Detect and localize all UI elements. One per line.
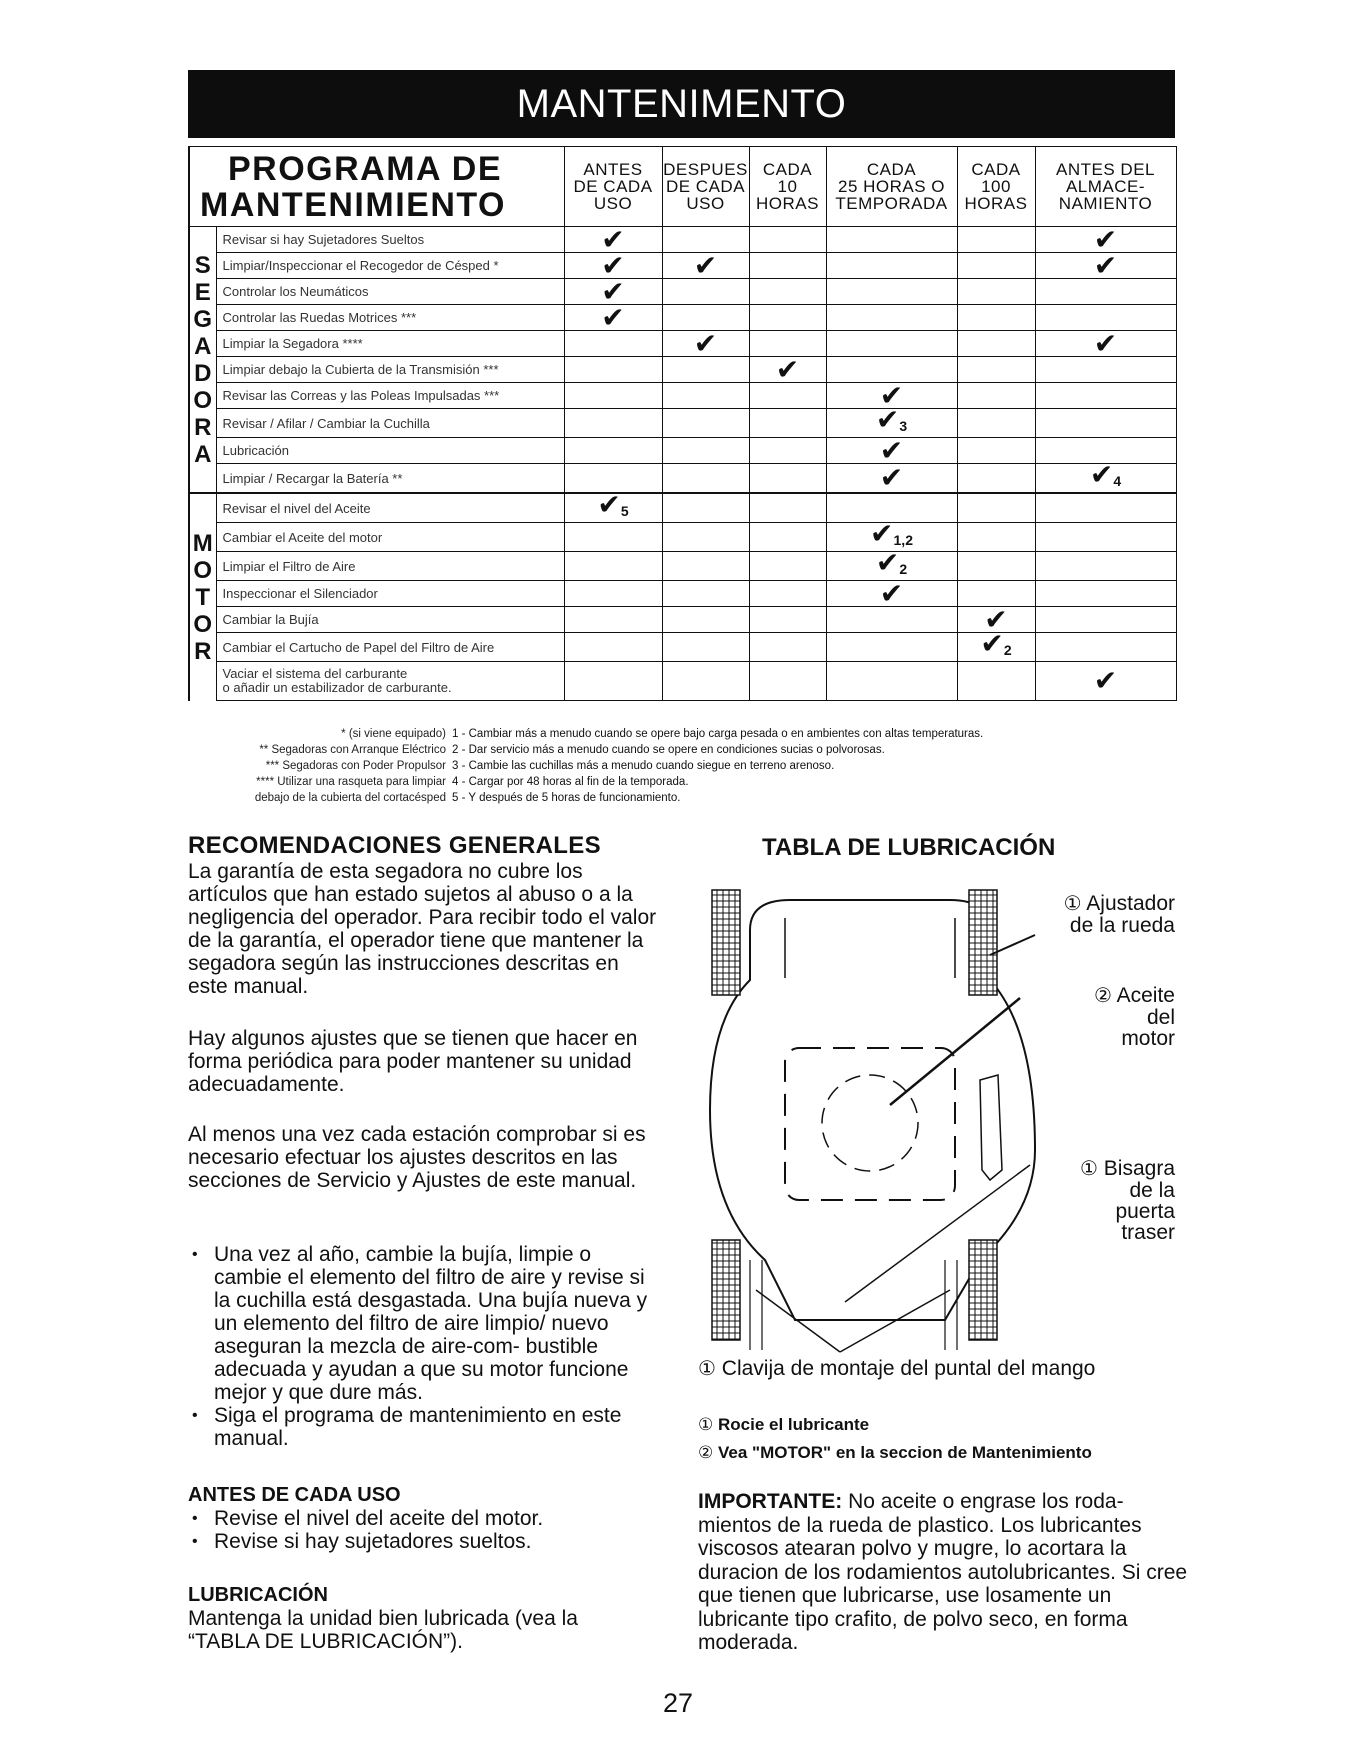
column-header-25-horas: [826, 147, 957, 227]
segadora-vertical-label: S E G A D O R A: [189, 227, 216, 494]
table-row: [189, 409, 1176, 438]
empty-cell: [957, 279, 1035, 305]
empty-cell: [749, 633, 826, 662]
check-mark-icon: ✔: [826, 383, 957, 409]
footnote-line: *** Segadoras con Poder Propulsor: [265, 760, 446, 772]
check-mark-icon: ✔: [1035, 253, 1176, 279]
empty-cell: [1035, 383, 1176, 409]
column-header-10-horas: [749, 147, 826, 227]
empty-cell: [826, 662, 957, 701]
check-mark-icon: ✔: [957, 607, 1035, 633]
column-header-line: DE CADA: [665, 177, 746, 196]
check-mark-icon: ✔: [826, 581, 957, 607]
empty-cell: [957, 464, 1035, 494]
empty-cell: [957, 438, 1035, 464]
engine-outline: [785, 1048, 955, 1200]
column-header-line: TEMPORADA: [835, 194, 948, 213]
task-label: Revisar el nivel del Aceite: [216, 493, 564, 523]
check-mark-icon: ✔: [826, 464, 957, 494]
empty-cell: [662, 493, 749, 523]
footnote-line: 3 - Cambie las cuchillas más a menudo cuando siegue en terreno arenoso.: [452, 760, 835, 772]
empty-cell: [1035, 357, 1176, 383]
maintenance-schedule-table: [188, 146, 1177, 701]
table-row: [189, 279, 1176, 305]
legend-item-2: ② Vea "MOTOR" en la seccion de Mantenimiento: [698, 1443, 1092, 1462]
importante-paragraph: [698, 1490, 1188, 1655]
rear-left-wheel: [712, 1240, 740, 1340]
empty-cell: [957, 357, 1035, 383]
check-mark-icon: ✔: [1035, 331, 1176, 357]
empty-cell: [957, 331, 1035, 357]
check-mark-icon: ✔: [564, 279, 662, 305]
check-mark-icon: ✔: [564, 253, 662, 279]
circled-two-icon: ②: [698, 1443, 714, 1462]
column-header-line: CADA: [971, 160, 1021, 179]
check-mark-icon: ✔: [1035, 662, 1176, 701]
empty-cell: [826, 227, 957, 253]
recomendaciones-paragraph-3: Al menos una vez cada estación comprobar si es necesario efectuar los ajustes descritos en las secciones de Servicio y Ajustes de este manual.: [188, 1123, 646, 1192]
empty-cell: [749, 383, 826, 409]
table-row: [189, 305, 1176, 331]
column-header-line: DE CADA: [573, 177, 653, 196]
check-mark-icon: ✔1,2: [826, 523, 957, 552]
column-header-line: NAMIENTO: [1058, 194, 1153, 213]
empty-cell: [957, 383, 1035, 409]
footnote-line: 1 - Cambiar más a menudo cuando se opere bajo carga pesada o en ambientes con altas temperaturas.: [452, 728, 984, 740]
check-mark-icon: ✔2: [826, 552, 957, 581]
bullet-item: • Revise si hay sujetadores sueltos.: [188, 1530, 658, 1553]
column-header-line: HORAS: [756, 194, 819, 213]
empty-cell: [749, 253, 826, 279]
page-number: 27: [663, 1688, 694, 1718]
antes-de-cada-uso-heading: ANTES DE CADA USO: [188, 1484, 401, 1506]
check-mark-icon: ✔3: [826, 409, 957, 438]
empty-cell: [749, 227, 826, 253]
task-label: Revisar las Correas y las Poleas Impulsadas ***: [216, 383, 564, 409]
empty-cell: [826, 279, 957, 305]
empty-cell: [826, 633, 957, 662]
task-label: Cambiar el Cartucho de Papel del Filtro de Aire: [216, 633, 564, 662]
circled-one-icon: ①: [1080, 1158, 1098, 1180]
check-mark-icon: ✔4: [1035, 464, 1176, 494]
table-row: [189, 383, 1176, 409]
empty-cell: [662, 464, 749, 494]
motor-section: [189, 489, 1176, 701]
check-mark-icon: ✔: [749, 357, 826, 383]
column-header-despues-uso: [662, 147, 749, 227]
empty-cell: [749, 523, 826, 552]
task-label: Limpiar el Filtro de Aire: [216, 552, 564, 581]
lubrication-diagram: [690, 880, 1210, 1360]
task-label: Cambiar la Bujía: [216, 607, 564, 633]
lubricacion-text: Mantenga la unidad bien lubricada (vea la “TABLA DE LUBRICACIÓN”).: [188, 1607, 578, 1653]
check-mark-icon: ✔: [662, 331, 749, 357]
empty-cell: [1035, 552, 1176, 581]
empty-cell: [1035, 607, 1176, 633]
empty-cell: [957, 662, 1035, 701]
empty-cell: [662, 383, 749, 409]
column-header-line: 10: [777, 177, 798, 196]
recomendaciones-bullets: [188, 1243, 663, 1450]
recomendaciones-heading: RECOMENDACIONES GENERALES: [188, 832, 601, 859]
engine-center-outline: [822, 1075, 918, 1171]
empty-cell: [826, 607, 957, 633]
empty-cell: [1035, 523, 1176, 552]
segadora-section: [189, 223, 1176, 494]
footnote-line: ** Segadoras con Arranque Eléctrico: [259, 744, 446, 756]
task-label: Controlar los Neumáticos: [216, 279, 564, 305]
empty-cell: [1035, 493, 1176, 523]
column-header-line: 25 HORAS O: [837, 177, 946, 196]
column-header-line: ALMACE-: [1065, 177, 1146, 196]
empty-cell: [564, 633, 662, 662]
column-header-line: HORAS: [964, 194, 1028, 213]
check-mark-icon: ✔5: [564, 493, 662, 523]
table-row: [189, 357, 1176, 383]
task-label: Controlar las Ruedas Motrices ***: [216, 305, 564, 331]
bullet-item: • Revise el nivel del aceite del motor.: [188, 1507, 658, 1530]
importante-label: IMPORTANTE:: [698, 1490, 843, 1513]
empty-cell: [957, 523, 1035, 552]
empty-cell: [662, 357, 749, 383]
tabla-lubricacion-heading: TABLA DE LUBRICACIÓN: [762, 834, 1056, 861]
empty-cell: [749, 607, 826, 633]
circled-one-icon: ①: [1063, 893, 1082, 915]
empty-cell: [749, 464, 826, 494]
column-header-line: USO: [593, 194, 633, 213]
antes-de-cada-uso-bullets: [188, 1507, 658, 1553]
table-row: [189, 607, 1176, 633]
empty-cell: [957, 409, 1035, 438]
empty-cell: [1035, 633, 1176, 662]
empty-cell: [564, 552, 662, 581]
footnote-line: 5 - Y después de 5 horas de funcionamiento.: [452, 792, 681, 804]
task-label: Vaciar el sistema del carburante o añadir un estabilizador de carburante.: [216, 662, 564, 701]
task-label: Limpiar/Inspeccionar el Recogedor de Césped *: [216, 253, 564, 279]
table-row: [189, 523, 1176, 552]
column-header-line: CADA: [762, 160, 813, 179]
empty-cell: [662, 581, 749, 607]
table-row: [189, 227, 1176, 253]
empty-cell: [662, 552, 749, 581]
check-mark-icon: ✔: [826, 438, 957, 464]
column-header-line: CADA: [866, 160, 917, 179]
task-label: Inspeccionar el Silenciador: [216, 581, 564, 607]
table-header-row: [189, 147, 1176, 227]
table-row: [189, 662, 1176, 701]
empty-cell: [1035, 409, 1176, 438]
label-bisagra: ① Bisagra de la puerta traser: [1080, 1157, 1175, 1244]
front-left-wheel: [712, 890, 740, 995]
footnote-line: 2 - Dar servicio más a menudo cuando se opere en condiciones sucias o polvorosas.: [452, 744, 885, 756]
empty-cell: [957, 493, 1035, 523]
table-row: [189, 633, 1176, 662]
empty-cell: [1035, 581, 1176, 607]
footnote-line: debajo de la cubierta del cortacésped: [254, 792, 446, 804]
empty-cell: [749, 552, 826, 581]
task-label: Cambiar el Aceite del motor: [216, 523, 564, 552]
mower-front-cutout: [785, 918, 955, 978]
empty-cell: [826, 305, 957, 331]
column-header-line: 100: [981, 177, 1011, 196]
table-row: [189, 552, 1176, 581]
table-row: [189, 438, 1176, 464]
empty-cell: [564, 581, 662, 607]
empty-cell: [826, 331, 957, 357]
empty-cell: [662, 279, 749, 305]
importante-text: No aceite o engrase los roda- mientos de la rueda de plastico. Los lubricantes viscosos atearan polvo y mugre, lo acortara la duracion de los rodamientos autolubricantes. Si cree que tienen que lubricarse, use losamente un lubricante tipo crafito, de polvo seco, en forma moderada.: [698, 1490, 1188, 1654]
empty-cell: [749, 493, 826, 523]
empty-cell: [749, 279, 826, 305]
table-row: [189, 493, 1176, 523]
bullet-item: • Siga el programa de mantenimiento en este manual.: [188, 1404, 663, 1450]
table-title-line-2: MANTENIMIENTO: [200, 185, 506, 224]
task-label: Limpiar debajo la Cubierta de la Transmisión ***: [216, 357, 564, 383]
empty-cell: [957, 253, 1035, 279]
label-aceite-motor: ② Aceite del motor: [1094, 984, 1175, 1050]
empty-cell: [662, 662, 749, 701]
rear-door: [980, 1075, 1002, 1180]
empty-cell: [826, 253, 957, 279]
bullet-item: • Una vez al año, cambie la bujía, limpie o cambie el elemento del filtro de aire y revise si la cuchilla está desgastada. Una bujía nueva y un elemento del filtro de aire limpio/ nuevo aseguran la mezcla de aire-com- bustible adecuada y ayudan a que su motor funcione mejor y que dure más.: [188, 1243, 663, 1404]
table-row: [189, 581, 1176, 607]
check-mark-icon: ✔: [564, 227, 662, 253]
circled-two-icon: ②: [1094, 985, 1112, 1007]
column-header-line: DESPUES: [663, 160, 748, 179]
empty-cell: [1035, 279, 1176, 305]
circled-one-icon: ①: [698, 1358, 716, 1380]
empty-cell: [564, 331, 662, 357]
empty-cell: [957, 552, 1035, 581]
empty-cell: [662, 607, 749, 633]
empty-cell: [564, 409, 662, 438]
empty-cell: [564, 357, 662, 383]
column-header-antes-uso: [564, 147, 662, 227]
empty-cell: [749, 438, 826, 464]
table-title-line-1: PROGRAMA DE: [228, 149, 503, 188]
check-mark-icon: ✔: [564, 305, 662, 331]
empty-cell: [564, 383, 662, 409]
footnote-line: 4 - Cargar por 48 horas al fin de la temporada.: [452, 776, 689, 788]
task-label: Revisar si hay Sujetadores Sueltos: [216, 227, 564, 253]
empty-cell: [749, 305, 826, 331]
column-header-line: USO: [686, 194, 725, 213]
check-mark-icon: ✔2: [957, 633, 1035, 662]
label-clavija: ① Clavija de montaje del puntal del mango: [698, 1357, 1096, 1380]
recomendaciones-paragraph-2: Hay algunos ajustes que se tienen que hacer en forma periódica para poder mantener su unidad adecuadamente.: [188, 1027, 638, 1096]
empty-cell: [749, 662, 826, 701]
column-header-line: ANTES: [583, 160, 643, 179]
page-banner: MANTENIMENTO: [188, 70, 1175, 138]
front-right-wheel: [969, 890, 997, 995]
footnotes-asterisks: [190, 726, 446, 806]
empty-cell: [662, 409, 749, 438]
footnote-line: **** Utilizar una rasqueta para limpiar: [256, 776, 446, 788]
empty-cell: [662, 633, 749, 662]
lubricacion-heading: LUBRICACIÓN: [188, 1584, 328, 1606]
footnote-line: * (si viene equipado): [341, 728, 446, 740]
empty-cell: [957, 305, 1035, 331]
table-row: [189, 331, 1176, 357]
table-title: [189, 147, 564, 227]
task-label: Revisar / Afilar / Cambiar la Cuchilla: [216, 409, 564, 438]
handle-struts: [750, 1260, 957, 1350]
empty-cell: [564, 607, 662, 633]
rear-right-wheel: [969, 1240, 997, 1340]
task-label: Limpiar la Segadora ****: [216, 331, 564, 357]
empty-cell: [662, 438, 749, 464]
task-label: Limpiar / Recargar la Batería **: [216, 464, 564, 494]
circled-one-icon: ①: [698, 1415, 714, 1434]
check-mark-icon: ✔: [1035, 227, 1176, 253]
table-row: [189, 464, 1176, 494]
label-ajustador: ① Ajustador de la rueda: [1063, 892, 1175, 937]
table-row: [189, 253, 1176, 279]
task-label: Lubricación: [216, 438, 564, 464]
motor-vertical-label: M O T O R: [189, 493, 216, 701]
empty-cell: [957, 227, 1035, 253]
empty-cell: [749, 409, 826, 438]
check-mark-icon: ✔: [662, 253, 749, 279]
footnotes-numbered: [452, 726, 1182, 806]
column-header-line: ANTES DEL: [1056, 160, 1155, 179]
legend-item-1: ① Rocie el lubricante: [698, 1415, 870, 1434]
column-header-100-horas: [957, 147, 1035, 227]
empty-cell: [662, 523, 749, 552]
empty-cell: [564, 662, 662, 701]
recomendaciones-paragraph-1: La garantía de esta segadora no cubre los artículos que han estado sujetos al abuso o a la negligencia del operador. Para recibir todo el valor de la garantía, el operador tiene que mantener la segadora según las instrucciones descritas en este manual.: [188, 860, 657, 998]
empty-cell: [749, 581, 826, 607]
empty-cell: [564, 438, 662, 464]
column-header-almacenamiento: [1035, 147, 1176, 227]
empty-cell: [564, 523, 662, 552]
